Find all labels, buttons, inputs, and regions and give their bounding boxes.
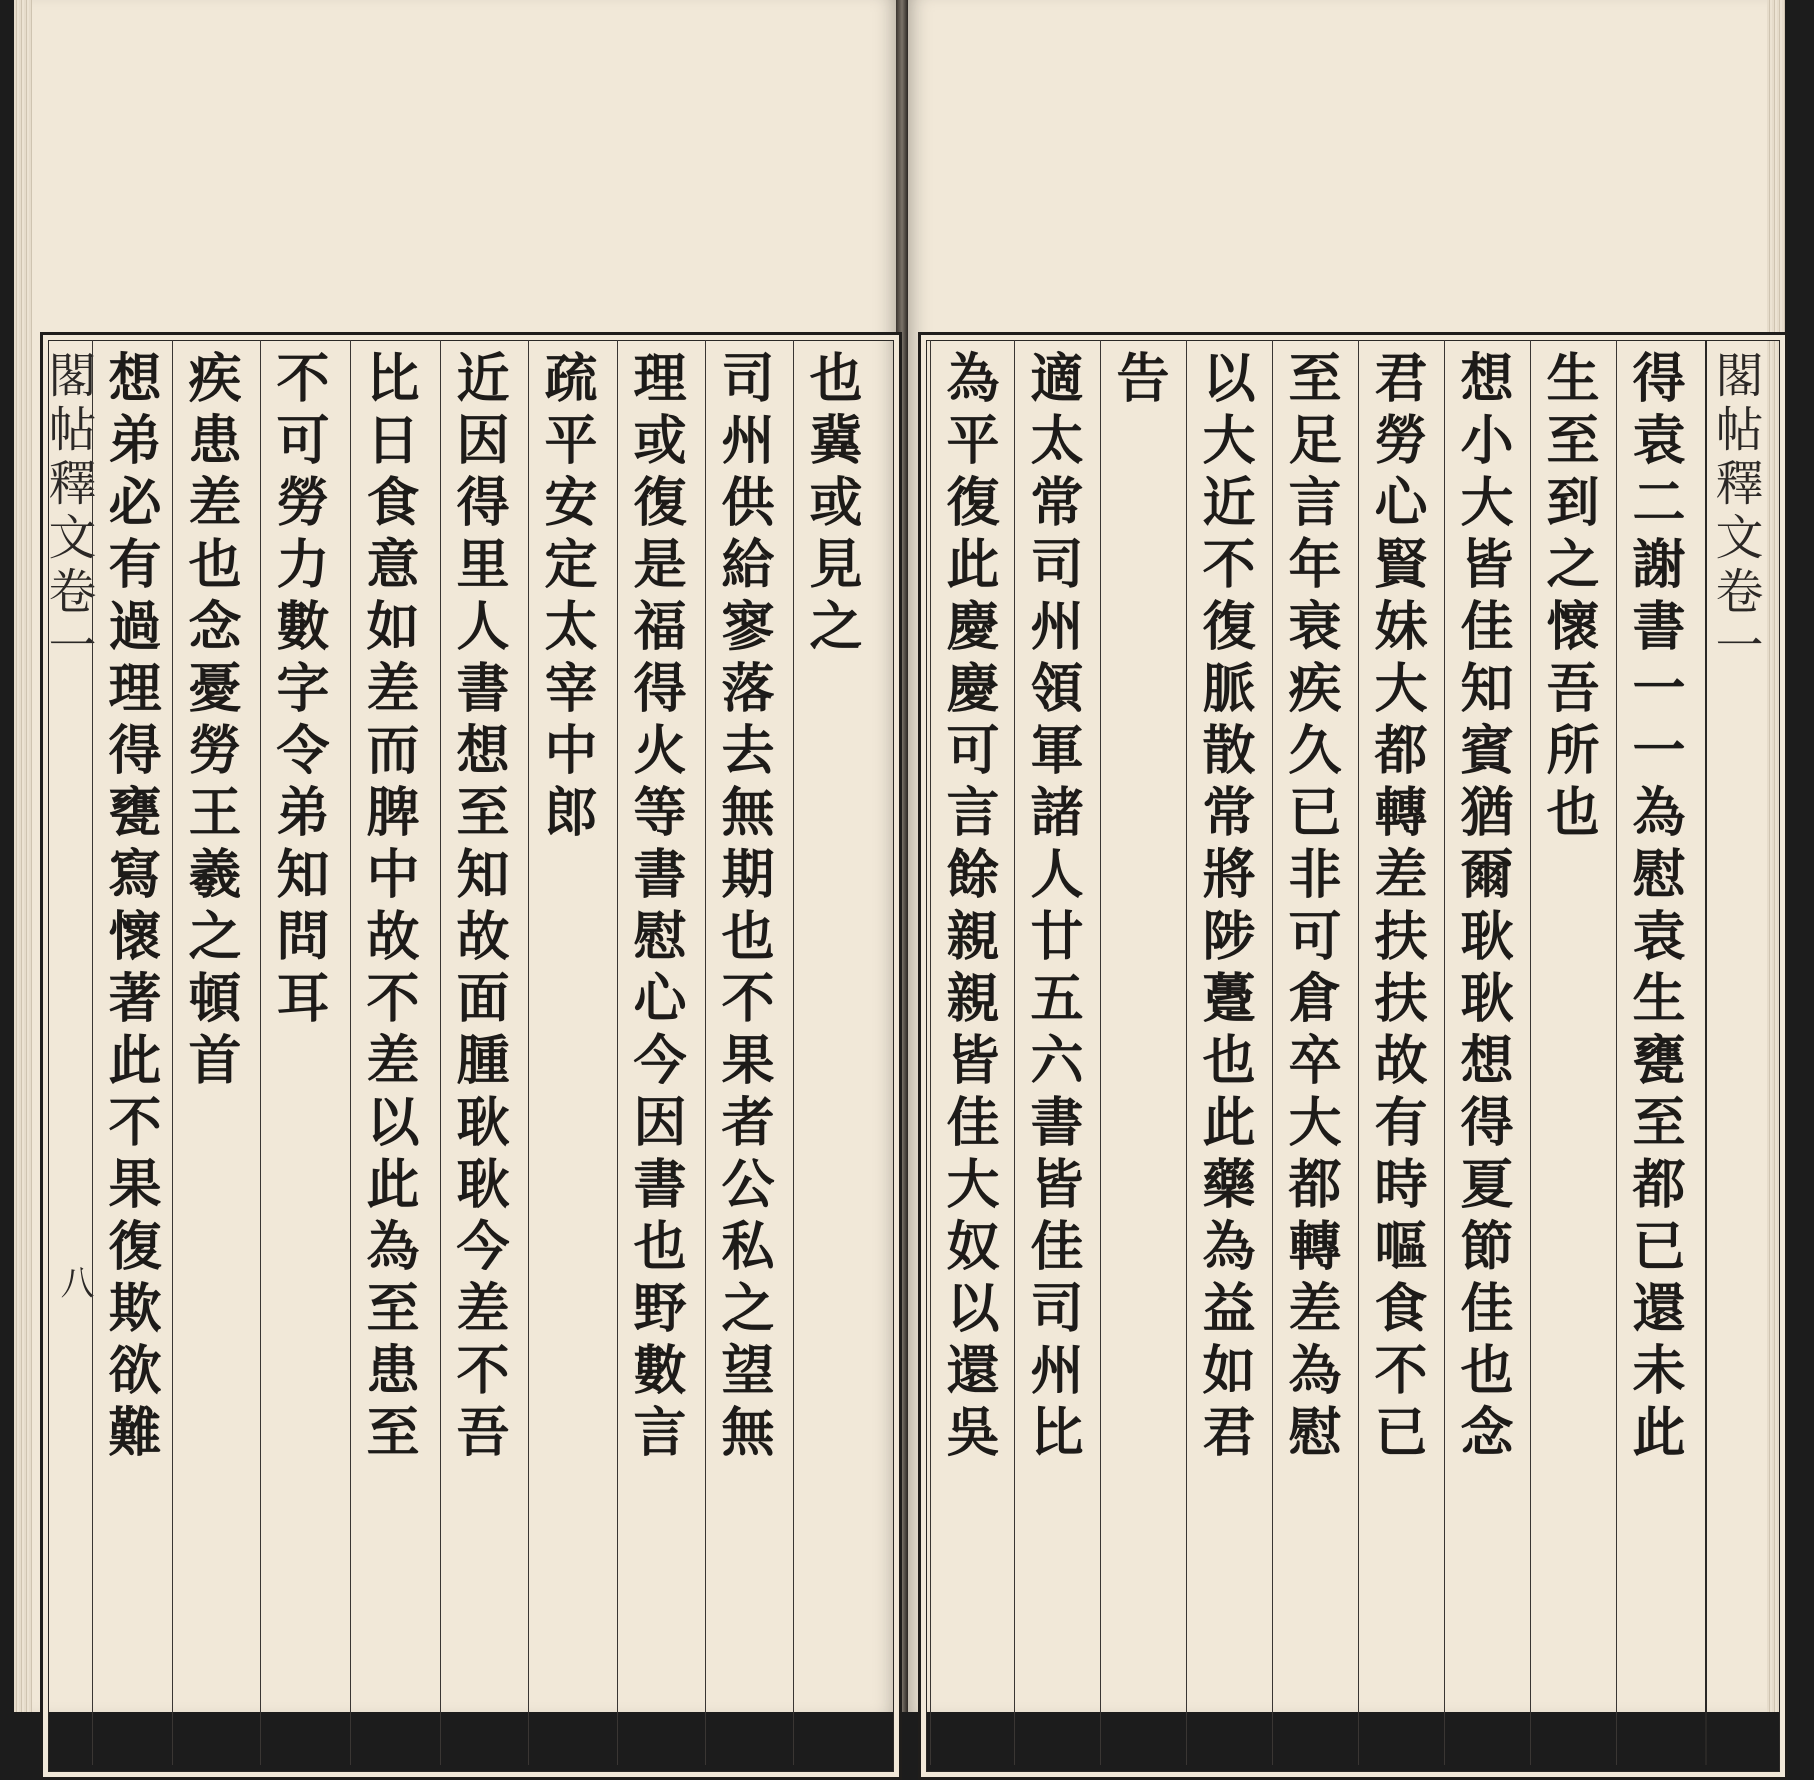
right-column-7: [1444, 340, 1521, 1765]
column-text: 比日食意如差而脾中故不差以此為至患至: [358, 350, 420, 1466]
left-banxin-title: 閣帖釋文卷一: [40, 350, 96, 674]
folio-number: 八: [54, 1265, 94, 1299]
column-text: 疏平安定太宰中郎: [536, 350, 598, 846]
left-column-1: [92, 340, 169, 1765]
column-text: 也冀或見之: [801, 350, 863, 660]
column-text: 君勞心賢妹大都轉差扶扶故有時嘔食不已: [1366, 350, 1428, 1466]
column-text: 適太常司州領軍諸人廿五六書皆佳司州比: [1022, 350, 1084, 1466]
left-column-3: [260, 340, 337, 1765]
column-text: 為平復此慶慶可言餘親親皆佳大奴以還吳: [938, 350, 1000, 1466]
right-banxin: [1705, 340, 1763, 1765]
left-column-9: [793, 340, 870, 1765]
column-text: 生至到之懷吾所也: [1538, 350, 1600, 846]
right-column-8: [1530, 340, 1607, 1765]
left-banxin: [40, 340, 96, 1765]
left-column-8: [705, 340, 782, 1765]
column-text: 理或復是福得火等書慰心今因書也野數言: [625, 350, 687, 1466]
left-column-5: [440, 340, 517, 1765]
column-text: 想小大皆佳知賓猶爾耿耿想得夏節佳也念: [1452, 350, 1514, 1466]
column-text: 司州供給寥落去無期也不果者公私之望無: [713, 350, 775, 1466]
left-column-6: [528, 340, 605, 1765]
right-column-5: [1272, 340, 1349, 1765]
right-column-3: [1100, 340, 1177, 1765]
right-column-2: [1014, 340, 1091, 1765]
right-banxin-title: 閣帖釋文卷一: [1707, 350, 1763, 674]
column-text: 近因得里人書想至知故面腫耿耿今差不吾: [448, 350, 510, 1466]
column-text: 疾患差也念憂勞王羲之頓首: [180, 350, 242, 1094]
left-page-edge: [14, 0, 32, 1712]
column-text: 告: [1108, 350, 1170, 412]
column-text: 不可勞力數字令弟知問耳: [268, 350, 330, 1032]
right-column-4: [1186, 340, 1263, 1765]
left-column-7: [617, 340, 694, 1765]
left-column-4: [350, 340, 427, 1765]
right-column-1: [930, 340, 1007, 1765]
column-text: 得袁二謝書一一為慰袁生甕至都已還未此: [1624, 350, 1686, 1466]
left-column-2: [172, 340, 249, 1765]
column-text: 想弟必有過理得甕寫懷著此不果復欺欲難: [100, 350, 162, 1466]
right-column-9: [1616, 340, 1693, 1765]
right-column-6: [1358, 340, 1435, 1765]
column-text: 以大近不復脈散常將陟躉也此藥為益如君: [1194, 350, 1256, 1466]
column-text: 至足言年衰疾久已非可倉卒大都轉差為慰: [1280, 350, 1342, 1466]
